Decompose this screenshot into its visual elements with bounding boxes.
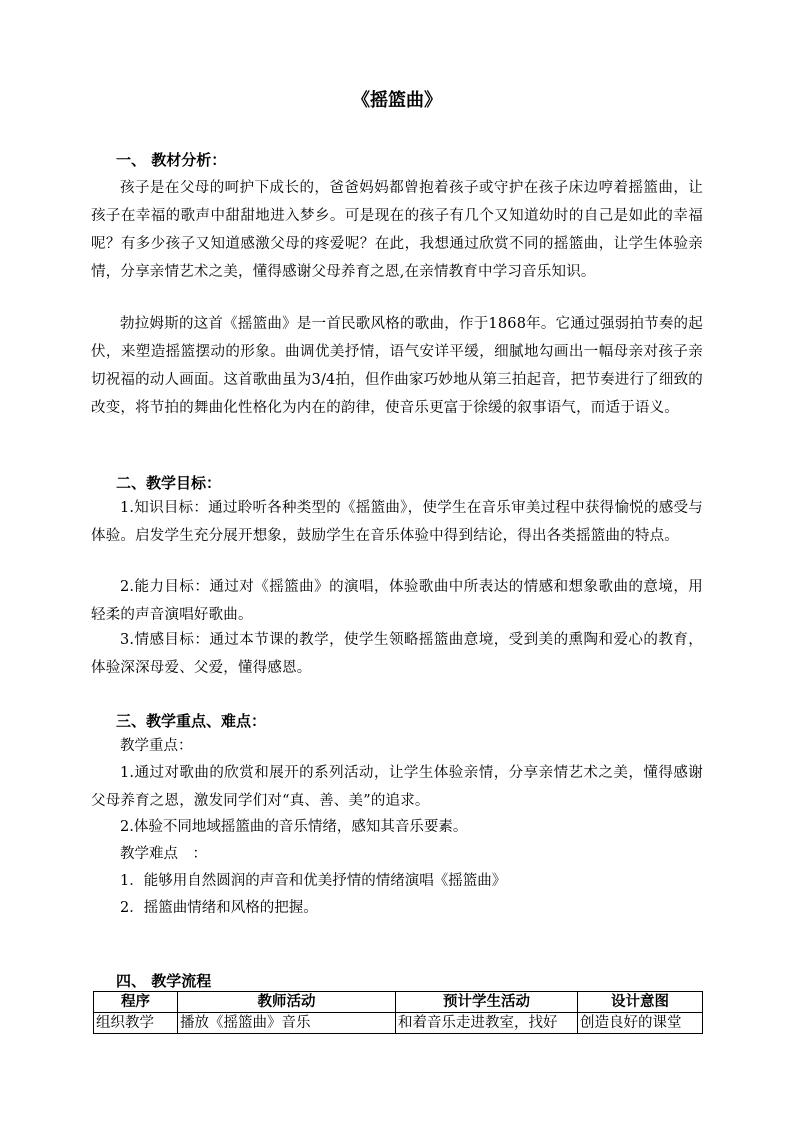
- key-points-label: 教学重点：: [120, 738, 193, 754]
- difficult-points-label: 教学难点 ：: [120, 846, 207, 862]
- difficult-point-item-1: 1．能够用自然圆润的声音和优美抒情的情绪演唱《摇篮曲》: [120, 873, 507, 889]
- key-point-item-2: 2.体验不同地域摇篮曲的音乐情绪，感知其音乐要素。: [120, 819, 468, 835]
- section-heading-process: 四、 教学流程: [116, 972, 212, 990]
- paragraph-analysis-1: 孩子是在父母的呵护下成长的，爸爸妈妈都曾抱着孩子或守护在孩子床边哼着摇篮曲，让孩子在幸福的歌声中甜甜地进入梦乡。可是现在的孩子有几个又知道幼时的自己是如此的幸福呢？有多少孩子又知道感激父母的疼爱呢？在此，我想通过欣赏不同的摇篮曲，让学生体验亲情，分享亲情艺术之美，懂得感谢父母养育之恩,在亲情教育中学习音乐知识。: [91, 180, 703, 280]
- document-title: 《摇篮曲》: [352, 90, 442, 111]
- table-cell: 创造良好的课堂: [578, 1013, 703, 1034]
- difficult-point-item-2: 2．摇篮曲情绪和风格的把握。: [120, 900, 318, 916]
- table-row: [94, 1013, 703, 1034]
- table-header-row: [94, 992, 703, 1013]
- table-cell: 和着音乐走进教室，找好: [396, 1013, 578, 1034]
- section-heading-analysis: 一、 教材分析：: [116, 151, 227, 169]
- table-cell: 组织教学: [94, 1013, 178, 1034]
- table-header-cell: 程序: [94, 992, 178, 1013]
- table-cell: 播放《摇篮曲》音乐: [178, 1013, 396, 1034]
- paragraph-objective-ability: 2.能力目标：通过对《摇篮曲》的演唱，体验歌曲中所表达的情感和想象歌曲的意境，用轻柔的声音演唱好歌曲。: [91, 579, 703, 623]
- paragraph-objective-emotion: 3.情感目标：通过本节课的教学，使学生领略摇篮曲意境，受到美的熏陶和爱心的教育，体验深深母爱、父爱，懂得感恩。: [91, 632, 703, 676]
- section-heading-objectives: 二、教学目标：: [116, 474, 222, 492]
- table-header-cell: 设计意图: [578, 992, 703, 1013]
- section-heading-key-points: 三、教学重点、难点：: [116, 712, 267, 730]
- table-header-cell: 预计学生活动: [396, 992, 578, 1013]
- table-header-cell: 教师活动: [178, 992, 396, 1013]
- teaching-process-table: [93, 991, 703, 1034]
- key-point-item-1: 1.通过对歌曲的欣赏和展开的系列活动，让学生体验亲情，分享亲情艺术之美，懂得感谢父母养育之恩，激发同学们对“真、善、美”的追求。: [91, 765, 703, 809]
- paragraph-objective-knowledge: 1.知识目标：通过聆听各种类型的《摇篮曲》，使学生在音乐审美过程中获得愉悦的感受与体验。启发学生充分展开想象，鼓励学生在音乐体验中得到结论，得出各类摇篮曲的特点。: [91, 500, 703, 544]
- paragraph-analysis-2: 勃拉姆斯的这首《摇篮曲》是一首民歌风格的歌曲，作于1868年。它通过强弱拍节奏的起伏，来塑造摇篮摆动的形象。曲调优美抒情，语气安详平缓，细腻地勾画出一幅母亲对孩子亲切祝福的动人画面。这首歌曲虽为3/4拍，但作曲家巧妙地从第三拍起音，把节奏进行了细致的改变，将节拍的舞曲化性格化为内在的韵律，使音乐更富于徐缓的叙事语气，而适于语义。: [91, 316, 703, 416]
